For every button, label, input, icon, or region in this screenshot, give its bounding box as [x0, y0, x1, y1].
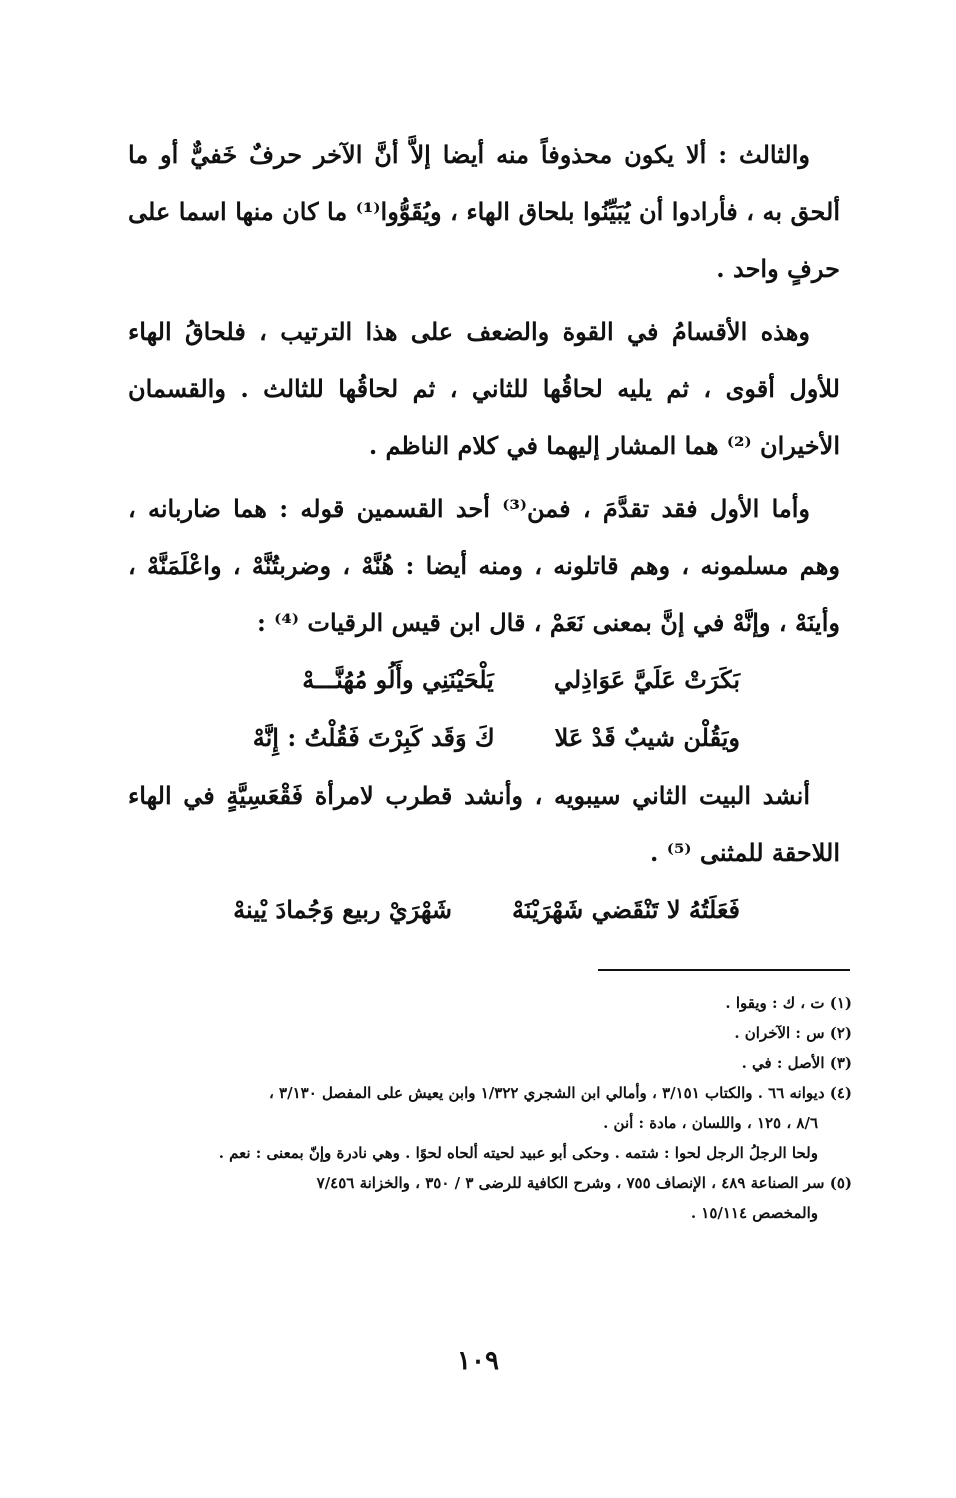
footnote: (٤) ديوانه ٦٦ . والكتاب ٣/١٥١ ، وأمالي ابن الشجري ١/٣٢٢ وابن يعيش على المفصل ٣/١٣٠ ، [268, 1084, 852, 1102]
verse-line [128, 651, 840, 709]
footnote-continuation: والمخصص ١٥/١١٤ . [690, 1204, 818, 1222]
footnote-continuation: ٨/٦ ، ١٢٥ ، واللسان ، مادة : أنن . [603, 1114, 818, 1132]
verse-line [128, 709, 840, 767]
footnotes [112, 988, 852, 1228]
footnote-continuation: ولحا الرجلُ الرجل لحوا : شتمه . وحكى أبو عبيد لحيته ألحاه لحوًا . وهي نادرة وإنّ بمعنى : نعم . [218, 1144, 818, 1162]
page-number: ١٠٩ [457, 1346, 499, 1376]
main-text [128, 126, 840, 939]
verse-second-hemistich: شَهْرَيْ ربيع وَجُمادَ يْينهْ [233, 895, 453, 924]
verse-second-hemistich: يَلْحَيْنَنِي وأَلُو مُهُنَّـــهْ [302, 665, 494, 694]
verse-first-hemistich: فَعَلَتُهُ لا تَنْقَضي شَهْرَيْنَهْ [512, 895, 740, 924]
verse-first-hemistich: بَكَرَتْ عَلَيَّ عَوَاذِلي [553, 665, 740, 694]
paragraph-1: والثالث : ألا يكون محذوفاً منه أيضا إلاَّ أنَّ الآخر حرفٌ خَفيٌّ أو ما ألحق به ، فأرادوا أن يُبَيِّنُوا بلحاق الهاء ، ويُقَوُّوا⁽¹⁾ ما كان منها اسما على حرفٍ واحد . [128, 140, 840, 283]
footnote: (٥) سر الصناعة ٤٨٩ ، الإنصاف ٧٥٥ ، وشرح الكافية للرضى ٣ / ٣٥٠ ، والخزانة ٧/٤٥٦ [316, 1174, 852, 1192]
paragraph-3: وأما الأول فقد تقدَّمَ ، فمن⁽³⁾ أحد القسمين قوله : هما ضاربانه ، وهم مسلمونه ، وهم قاتلونه ، ومنه أيضا : هُنَّهْ ، وضربتُنَّهْ ، واعْلَمَنَّهْ ، وأينَهْ ، وإنَّهْ في إنَّ بمعنى نَعَمْ ، قال ابن قيس الرقيات ⁽⁴⁾ : [128, 494, 840, 637]
paragraph-2: وهذه الأقسامُ في القوة والضعف على هذا الترتيب ، فلحاقُ الهاء للأول أقوى ، ثم يليه لحاقُها للثاني ، ثم لحاقُها للثالث . والقسمان الأخيران ⁽²⁾ هما المشار إليهما في كلام الناظم . [128, 317, 840, 460]
verse-line [128, 881, 840, 939]
verse-first-hemistich: ويَقُلْن شيبٌ قَدْ عَلا [554, 723, 740, 752]
footnote: (١) ت ، ك : ويقوا . [725, 994, 852, 1012]
verse-second-hemistich: كَ وَقَد كَبِرْتَ فَقُلْتُ : إِنَّهْ [252, 723, 495, 752]
paragraph-4: أنشد البيت الثاني سيبويه ، وأنشد قطرب لامرأة فَقْعَسِيَّةٍ في الهاء اللاحقة للمثنى ⁽⁵⁾ . [128, 781, 840, 867]
footnote: (٢) س : الآخران . [734, 1024, 852, 1042]
footnote: (٣) الأصل : في . [741, 1054, 852, 1072]
footnote-separator [598, 969, 850, 971]
